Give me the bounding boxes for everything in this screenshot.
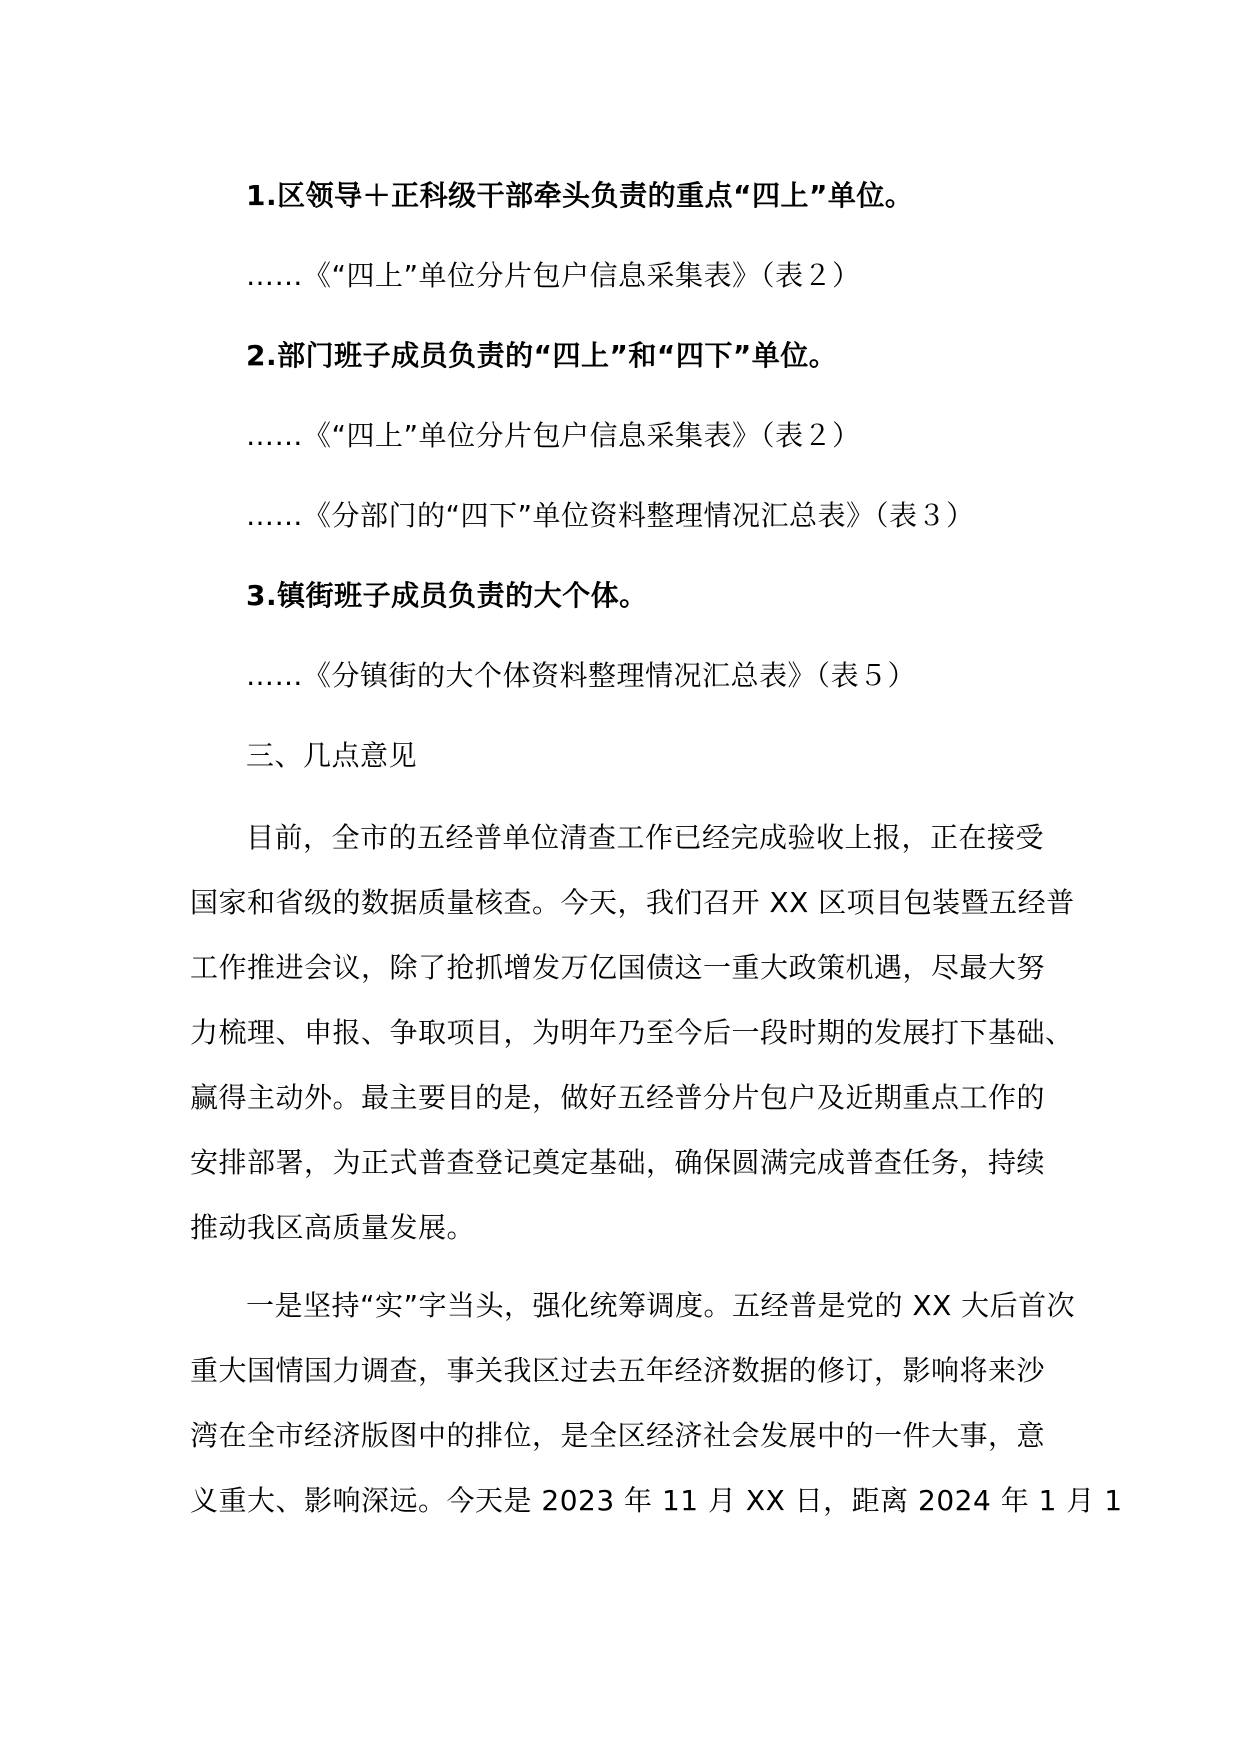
heading-item-1: 1.区领导＋正科级干部牵头负责的重点“四上”单位。 <box>246 179 914 212</box>
paragraph-line: 国家和省级的数据质量核查。今天，我们召开 XX 区项目包装暨五经普 <box>190 886 1075 919</box>
paragraph-line: 湾在全市经济版图中的排位，是全区经济社会发展中的一件大事，意 <box>190 1419 1046 1452</box>
paragraph-line: 目前，全市的五经普单位清查工作已经完成验收上报，正在接受 <box>246 821 1045 854</box>
table-reference-line: ……《“四上”单位分片包户信息采集表》（表２） <box>246 419 861 452</box>
body-paragraph-1 <box>190 805 1075 1260</box>
paragraph-line: 安排部署，为正式普查登记奠定基础，确保圆满完成普查任务，持续 <box>190 1146 1046 1179</box>
heading-item-2: 2.部门班子成员负责的“四上”和“四下”单位。 <box>246 339 838 372</box>
table-reference-line: ……《分镇街的大个体资料整理情况汇总表》（表５） <box>246 659 917 692</box>
section-heading: 三、几点意见 <box>246 739 418 772</box>
paragraph-line: 义重大、影响深远。今天是 2023 年 11 月 XX 日，距离 2024 年 1 月 1 <box>190 1484 1123 1517</box>
table-reference-line: ……《“四上”单位分片包户信息采集表》（表２） <box>246 259 861 292</box>
paragraph-line: 推动我区高质量发展。 <box>190 1211 476 1244</box>
paragraph-line: 工作推进会议，除了抢抓增发万亿国债这一重大政策机遇，尽最大努 <box>190 951 1046 984</box>
body-paragraph-2 <box>190 1273 1123 1533</box>
paragraph-line: 赢得主动外。最主要目的是，做好五经普分片包户及近期重点工作的 <box>190 1081 1046 1114</box>
paragraph-line: 力梳理、申报、争取项目，为明年乃至今后一段时期的发展打下基础、 <box>190 1016 1074 1049</box>
heading-item-3: 3.镇街班子成员负责的大个体。 <box>246 579 648 612</box>
paragraph-line: 重大国情国力调查，事关我区过去五年经济数据的修订，影响将来沙 <box>190 1354 1046 1387</box>
table-reference-line: ……《分部门的“四下”单位资料整理情况汇总表》（表３） <box>246 499 975 532</box>
paragraph-line: 一是坚持“实”字当头，强化统筹调度。五经普是党的 XX 大后首次 <box>246 1289 1076 1322</box>
